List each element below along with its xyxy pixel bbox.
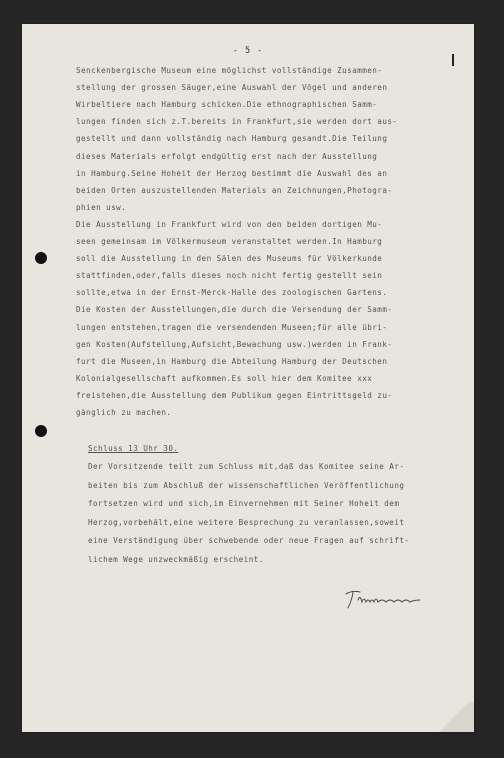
text-line: dieses Materials erfolgt endgültig erst nach der Ausstellung [76, 151, 378, 161]
text-line: Wirbeltiere nach Hamburg schicken.Die ethnographischen Samm- [76, 100, 378, 110]
document-page [22, 24, 474, 732]
text-line: seen gemeinsam im Völkermuseum veranstaltet werden.In Hamburg [76, 237, 383, 246]
closing-line: eine Verständigung über schwebende oder neue Fragen auf schrift- [88, 536, 410, 546]
page-number: - 5 - [232, 46, 264, 56]
closing-line: Herzog,vorbehält,eine weitere Besprechung zu veranlassen,soweit [88, 517, 405, 527]
paper-fold-corner [434, 702, 474, 732]
text-line: gänglich zu machen. [76, 408, 172, 417]
text-line: Die Ausstellung in Frankfurt wird von den beiden dortigen Mu- [76, 219, 383, 229]
punch-hole-bottom [35, 425, 47, 437]
text-line: beiden Orten auszustellenden Materials an Zeichnungen,Photogra- [76, 185, 393, 195]
text-line: in Hamburg.Seine Hoheit der Herzog bestimmt die Auswahl des an [76, 168, 388, 178]
text-line: furt die Museen,in Hamburg die Abteilung Hamburg der Deutschen [76, 356, 388, 366]
text-line: lungen entstehen,tragen die versendenden Museen;für alle übri- [76, 322, 388, 332]
text-line: gestellt und dann vollständig nach Hamburg gesandt.Die Teilung [76, 134, 388, 144]
text-line: Senckenbergische Museum eine möglichst vollständige Zusammen- [76, 66, 383, 75]
text-line: Kolonialgesellschaft aufkommen.Es soll hier dem Komitee xxx [76, 373, 373, 383]
closing-heading: Schluss 13 Uhr 30. [88, 444, 179, 453]
closing-line: fortsetzen wird und sich,im Einvernehmen mit Seiner Hoheit dem [88, 499, 400, 509]
text-line: soll die Ausstellung in den Sälen des Museums für Völkerkunde [76, 254, 383, 264]
text-line: stattfinden,oder,falls dieses noch nicht fertig gestellt sein [76, 271, 383, 281]
text-line: gen Kosten(Aufstellung,Aufsicht,Bewachung usw.)werden in Frank- [76, 339, 393, 349]
closing-line: lichem Wege unzweckmäßig erscheint. [88, 555, 264, 564]
text-line: sollte,etwa in der Ernst-Merck-Halle des zoologischen Gartens. [76, 288, 388, 298]
text-line: freistehen,die Ausstellung dem Publikum gegen Eintrittsgeld zu- [76, 390, 393, 400]
handwritten-signature [342, 586, 432, 612]
punch-hole-top [35, 252, 47, 264]
text-line: phien usw. [76, 202, 127, 212]
text-line: Die Kosten der Ausstellungen,die durch die Versendung der Samm- [76, 305, 393, 315]
text-line: lungen finden sich z.T.bereits in Frankfurt,sie werden dort aus- [76, 117, 398, 127]
closing-line: beiten bis zum Abschluß der wissenschaftlichen Veröffentlichung [88, 480, 405, 490]
closing-line: Der Vorsitzende teilt zum Schluss mit,daß das Komitee seine Ar- [88, 462, 405, 471]
text-line: stellung der grossen Säuger,eine Auswahl der Vögel und anderen [76, 83, 388, 93]
edge-mark [452, 54, 454, 66]
